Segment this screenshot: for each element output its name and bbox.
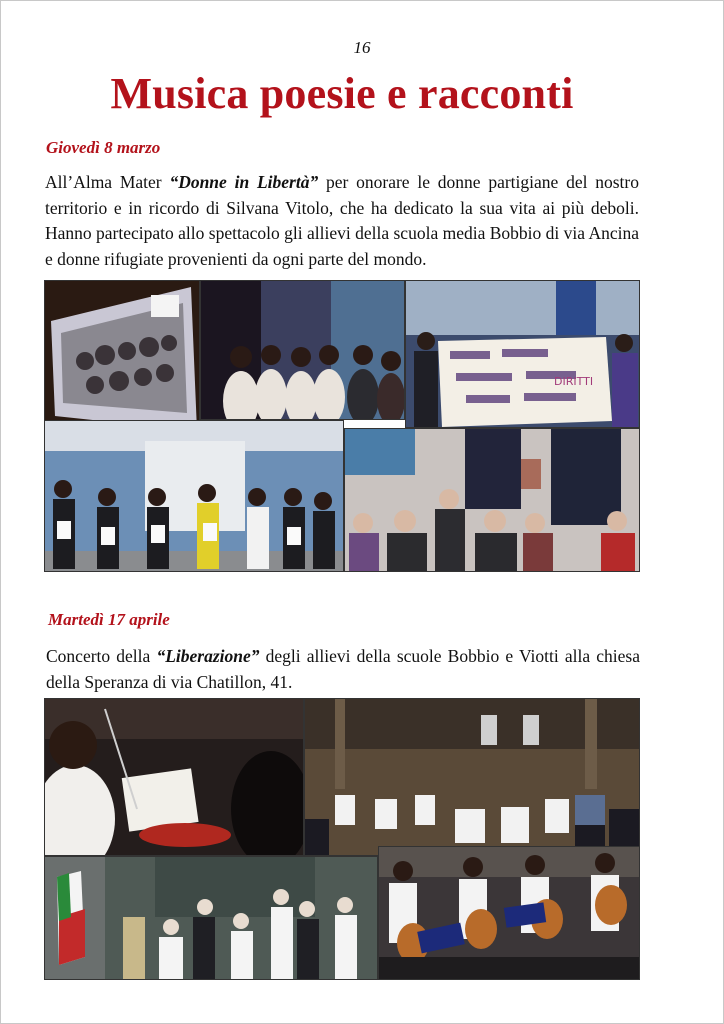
photo-guitarists [378,846,640,980]
photo-banner-diritti [405,280,640,428]
photo-projector-screen [44,280,200,440]
photo-girls-reading [44,420,344,572]
event2-text-before: Concerto della [46,646,157,666]
event1-description [45,170,639,272]
photo-violinist [44,698,304,856]
event2-description [46,644,640,695]
page-title: Musica poesie e racconti [110,69,574,118]
photo-students-flag [44,856,378,980]
photo-audience [344,428,640,572]
photo-students-standing [200,280,405,420]
event1-text-after: per onorare le donne partigiane del nostro territorio e in ricordo di Silvana Vitolo, che ha dedicato la sua vita ai più deboli. Hanno partecipato allo spettacolo gli allievi della scuola media Bobbio di via Ancina e donne rifugiate provenienti da ogni parte del mondo. [45,172,639,269]
event1-date: Giovedì 8 marzo [46,138,161,157]
event2-highlight: “Liberazione” [156,646,260,666]
banner-text: DIRITTI [554,375,594,388]
event2-text-after: degli allievi della scuole Bobbio e Viotti alla chiesa della Speranza di via Chatillon, 41. [46,646,641,692]
page-number: 16 [353,38,371,57]
event2-date: Martedì 17 aprile [48,610,170,629]
event1-highlight: “Donne in Libertà” [169,172,319,192]
photo-orchestra-hall [304,698,640,856]
event1-text-before: All’Alma Mater [45,172,170,192]
